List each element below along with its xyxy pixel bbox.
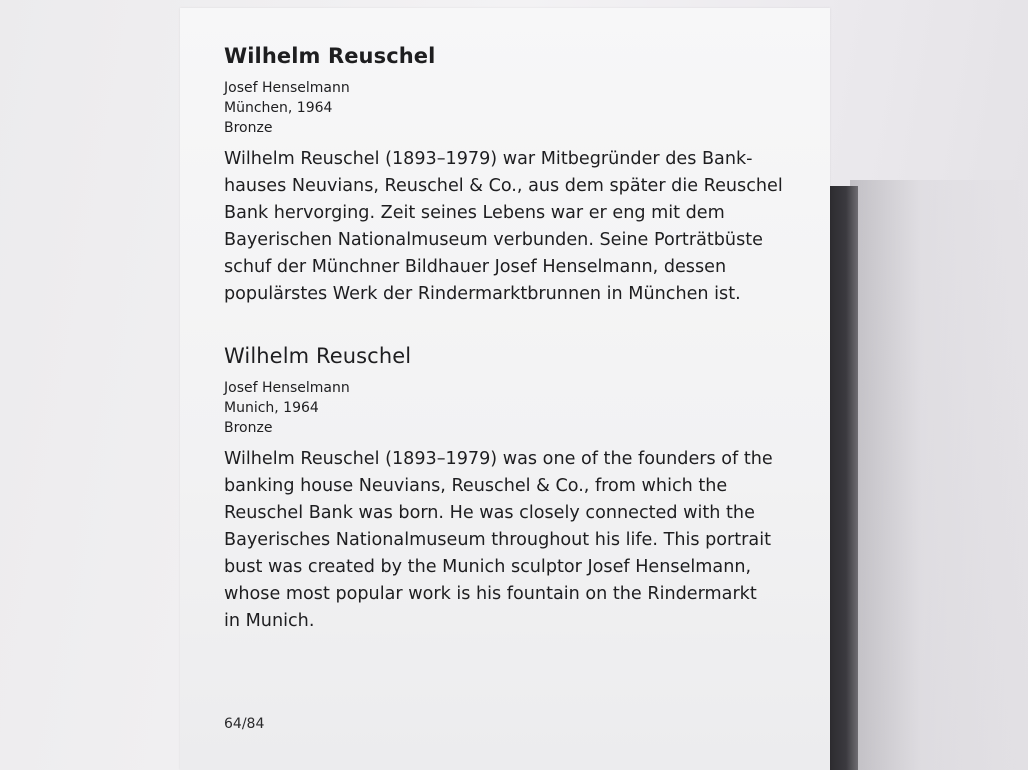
- german-description-line: Bayerischen Nationalmuseum verbunden. Seine Porträtbüste: [224, 230, 763, 250]
- english-title: Wilhelm Reuschel: [224, 344, 412, 368]
- museum-label-card: [180, 8, 830, 770]
- german-artist: Josef Henselmann: [224, 80, 350, 96]
- german-description-line: Bank hervorging. Zeit seines Lebens war er eng mit dem: [224, 203, 725, 223]
- german-description-line: hauses Neuvians, Reuschel & Co., aus dem später die Reuschel: [224, 176, 783, 196]
- english-description-line: whose most popular work is his fountain on the Rindermarkt: [224, 584, 757, 604]
- english-description: [224, 446, 789, 635]
- card-edge-shadow: [828, 186, 858, 770]
- page-number: 64/84: [224, 716, 265, 732]
- german-description: [224, 146, 789, 308]
- english-description-line: bust was created by the Munich sculptor Josef Henselmann,: [224, 557, 752, 577]
- german-title: Wilhelm Reuschel: [224, 44, 436, 68]
- german-description-line: schuf der Münchner Bildhauer Josef Henselmann, dessen: [224, 257, 727, 277]
- english-place-year: Munich, 1964: [224, 400, 319, 416]
- german-description-line: populärstes Werk der Rindermarktbrunnen in München ist.: [224, 284, 741, 304]
- english-description-line: Reuschel Bank was born. He was closely connected with the: [224, 503, 755, 523]
- english-text-block: [224, 342, 804, 635]
- english-description-line: banking house Neuvians, Reuschel & Co., from which the: [224, 476, 728, 496]
- german-description-line: Wilhelm Reuschel (1893–1979) war Mitbegründer des Bank-: [224, 149, 753, 169]
- german-text-block: [224, 42, 804, 308]
- english-description-line: Bayerisches Nationalmuseum throughout his life. This portrait: [224, 530, 771, 550]
- english-description-line: Wilhelm Reuschel (1893–1979) was one of the founders of the: [224, 449, 773, 469]
- wall-shadow: [850, 180, 1028, 770]
- english-material: Bronze: [224, 420, 273, 436]
- german-place-year: München, 1964: [224, 100, 333, 116]
- english-description-line: in Munich.: [224, 611, 315, 631]
- german-material: Bronze: [224, 120, 273, 136]
- english-artist: Josef Henselmann: [224, 380, 350, 396]
